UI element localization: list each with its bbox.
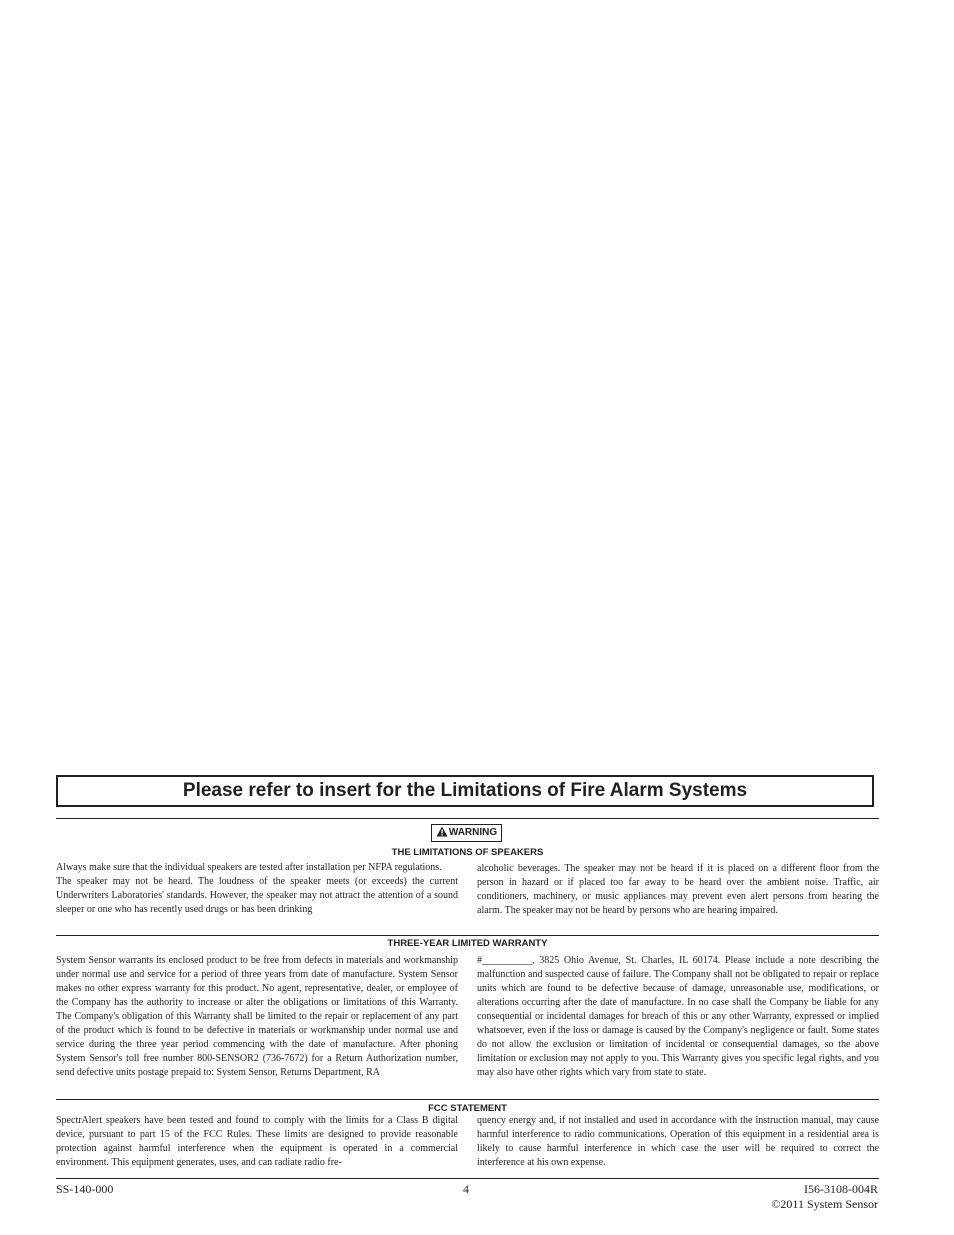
warning-label: WARNING <box>448 827 498 838</box>
fcc-left-column: SpectrAlert speakers have been tested and found to comply with the limits for a Class B digital device, pursuant to part 15 of the FCC Rules. These limits are designed to provide reasonable protection against harmful interference when the equipment is operated in a commercial environment. This equipment generates, uses, and can radiate radio fre- <box>56 1115 458 1168</box>
footer-divider <box>56 1178 879 1179</box>
fcc-heading: FCC STATEMENT <box>428 1103 507 1114</box>
section-divider <box>56 818 879 819</box>
copyright: ©2011 System Sensor <box>771 1197 878 1211</box>
warranty-right-column: #__________, 3825 Ohio Avenue, St. Charles, IL 60174. Please include a note describing the malfunction and suspected cause of failure. The Company shall not be obligated to repair or replace units which are found to be defective because of damage, unreasonable use, modifications, or alterations occurring after the date of manufacture. In no case shall the Company be liable for any consequential or incidental damages for breach of this or any other Warranty, expressed or implied whatsoever, even if the loss or damage is caused by the Company's negligence or fault. Some states do not allow the exclusion or limitation of incidental or consequential damages, so the above limitation or exclusion may not apply to you. This Warranty gives you specific legal rights, and you may also have other rights which vary from state to state. <box>477 955 879 1078</box>
speakers-limitations-paragraph: The speaker may not be heard. The loudness of the speaker meets (or exceeds) the current Underwriters Laboratories' standards. However, the speaker may not attract the attention of a sound sleeper or one who has recently used drugs or has been drinking <box>56 876 458 915</box>
warranty-heading: THREE-YEAR LIMITED WARRANTY <box>387 938 548 949</box>
part-number: I56-3108-004R <box>804 1182 878 1196</box>
warranty-left-column: System Sensor warrants its enclosed product to be free from defects in materials and workmanship under normal use and service for a period of three years from date of manufacture. System Sensor makes no other express warranty for this product. No agent, representative, dealer, or employee of the Company has the authority to increase or alter the obligations or limitations of this Warranty. The Company's obligation of this Warranty shall be limited to the repair or replacement of any part of the product which is found to be defective in materials or workmanship under normal use and service during the three year period commencing with the date of manufacture. After phoning System Sensor's toll free number 800-SENSOR2 (736-7672) for a Return Authorization number, send defective units postage prepaid to: System Sensor, Returns Department, RA <box>56 955 458 1078</box>
section-divider <box>56 935 879 936</box>
page-number: 4 <box>463 1182 469 1196</box>
limitations-banner <box>56 775 874 807</box>
section-divider <box>56 1099 879 1100</box>
speakers-limitations-paragraph: Always make sure that the individual speakers are tested after installation per NFPA regulations. <box>56 862 442 873</box>
speakers-limitations-right-column: alcoholic beverages. The speaker may not be heard if it is placed on a different floor from the person in hazard or if placed too far away to be heard over the ambient noise. Traffic, air conditioners, machinery, or music appliances may prevent even alert persons from hearing the alarm. The speaker may not be heard by persons who are hearing impaired. <box>477 863 879 916</box>
doc-code: SS-140-000 <box>56 1182 114 1196</box>
speakers-limitations-left-column <box>56 861 458 917</box>
speakers-limitations-heading: THE LIMITATIONS OF SPEAKERS <box>391 847 544 858</box>
banner-title: Please refer to insert for the Limitations of Fire Alarm Systems <box>182 780 748 801</box>
fcc-right-column: quency energy and, if not installed and used in accordance with the instruction manual, may cause harmful interference to radio communications. Operation of this equipment in a residential area is likely to cause harmful interference in which case the user will be required to correct the interference at his own expense. <box>477 1115 879 1168</box>
warning-triangle-icon <box>436 826 448 837</box>
warning-label-box <box>431 824 502 842</box>
